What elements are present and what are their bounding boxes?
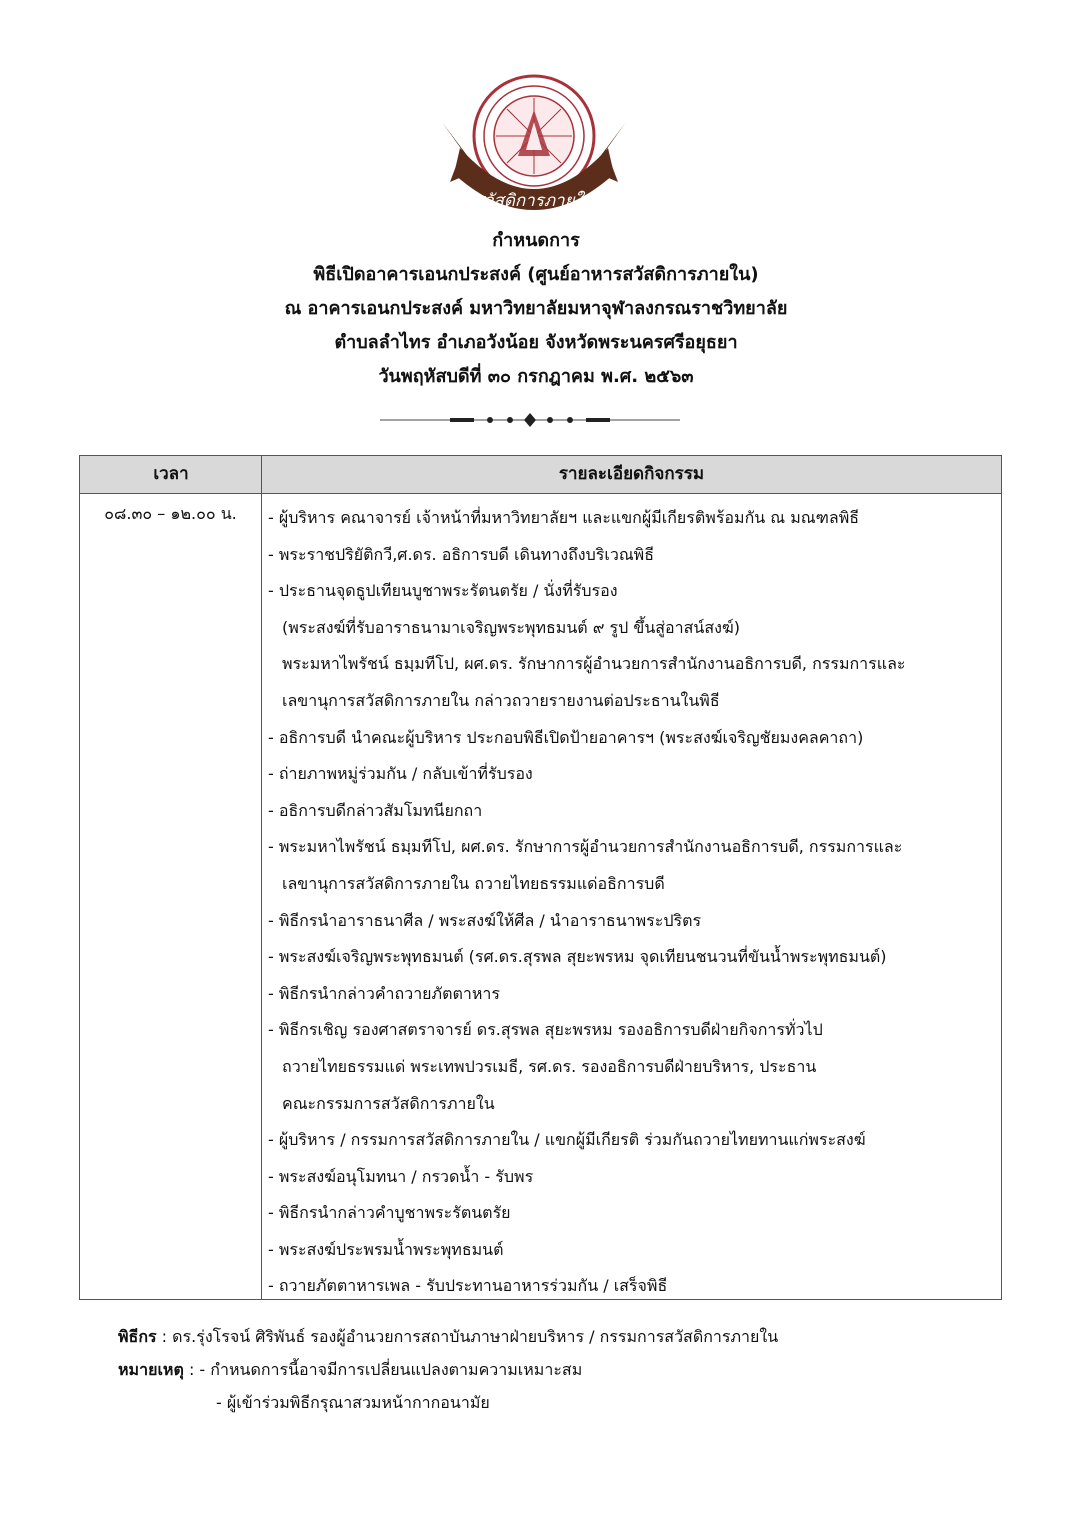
list-item: ถวายไทยธรรมแด่ พระเทพปวรเมธี, รศ.ดร. รองอธิการบดีฝ่ายบริหาร, ประธาน [282,1056,817,1076]
list-item: (พระสงฆ์ที่รับอาราธนามาเจริญพระพุทธมนต์ ๙ รูป ขึ้นสู่อาสน์สงฆ์) [282,617,741,637]
list-item: เลขานุการสวัสดิการภายใน ถวายไทยธรรมแด่อธิการบดี [282,873,665,893]
document-title-block [0,224,1072,394]
university-welfare-seal-icon [438,70,630,220]
list-item: คณะกรรมการสวัสดิการภายใน [282,1093,495,1113]
title-line-5: วันพฤหัสบดีที่ ๓๐ กรกฎาคม พ.ศ. ๒๕๖๓ [378,366,694,387]
activity-list [268,500,996,1305]
header-time: เวลา [153,464,189,484]
ornamental-divider-icon [380,410,680,430]
ribbon-text: สวัสดิการภายใน [473,191,595,211]
list-item: - พระสงฆ์อนุโมทนา / กรวดน้ำ - รับพร [268,1166,534,1186]
note-line [118,1353,778,1386]
list-item: - อธิการบดี นำคณะผู้บริหาร ประกอบพิธีเปิดป้ายอาคารฯ (พระสงฆ์เจริญชัยมงคลคาถา) [268,727,864,747]
footer-notes [118,1320,778,1419]
title-line-2: พิธีเปิดอาคารเอนกประสงค์ (ศูนย์อาหารสวัสดิการภายใน) [313,264,759,285]
note-line-2: - ผู้เข้าร่วมพิธีกรุณาสวมหน้ากากอนามัย [216,1393,490,1412]
note-label: หมายเหตุ [118,1360,184,1379]
list-item: พระมหาไพรัชน์ ธมฺมทีโป, ผศ.ดร. รักษาการผู้อำนวยการสำนักงานอธิการบดี, กรรมการและ [282,654,906,674]
list-item: - พระราชปริยัติกวี,ศ.ดร. อธิการบดี เดินทางถึงบริเวณพิธี [268,544,654,564]
schedule-table [79,455,1002,1300]
title-line-4: ตำบลลำไทร อำเภอวังน้อย จังหวัดพระนครศรีอยุธยา [334,332,738,353]
title-line-1: กำหนดการ [492,230,580,251]
note-text: : - กำหนดการนี้อาจมีการเปลี่ยนแปลงตามความเหมาะสม [183,1360,583,1379]
list-item: - พิธีกรนำอาราธนาศีล / พระสงฆ์ให้ศีล / นำอาราธนาพระปริตร [268,910,702,930]
list-item: - ถ่ายภาพหมู่ร่วมกัน / กลับเข้าที่รับรอง [268,764,533,784]
list-item: - พิธีกรนำกล่าวคำบูชาพระรัตนตรัย [268,1203,511,1223]
list-item: - ผู้บริหาร / กรรมการสวัสดิการภายใน / แขกผู้มีเกียรติ ร่วมกันถวายไทยทานแก่พระสงฆ์ [268,1130,866,1150]
mc-text: : ดร.รุ่งโรจน์ ศิริพันธ์ รองผู้อำนวยการสถาบันภาษาฝ่ายบริหาร / กรรมการสวัสดิการภายใน [156,1327,779,1346]
list-item: - พิธีกรเชิญ รองศาสตราจารย์ ดร.สุรพล สุยะพรหม รองอธิการบดีฝ่ายกิจการทั่วไป [268,1020,823,1040]
list-item: - อธิการบดีกล่าวสัมโมทนียกถา [268,800,483,820]
list-item: - พิธีกรนำกล่าวคำถวายภัตตาหาร [268,983,500,1003]
mc-line [118,1320,778,1353]
list-item: - พระมหาไพรัชน์ ธมฺมทีโป, ผศ.ดร. รักษาการผู้อำนวยการสำนักงานอธิการบดี, กรรมการและ [268,837,903,857]
table-header [80,456,1001,494]
list-item: - พระสงฆ์เจริญพระพุทธมนต์ (รศ.ดร.สุรพล สุยะพรหม จุดเทียนชนวนที่ขันน้ำพระพุทธมนต์) [268,947,887,967]
list-item: - ถวายภัตตาหารเพล - รับประทานอาหารร่วมกัน / เสร็จพิธี [268,1276,668,1296]
time-cell: ๐๘.๓๐ – ๑๒.๐๐ น. [104,504,237,523]
list-item: - พระสงฆ์ประพรมน้ำพระพุทธมนต์ [268,1239,504,1259]
column-divider [261,456,262,1299]
list-item: - ผู้บริหาร คณาจารย์ เจ้าหน้าที่มหาวิทยาลัยฯ และแขกผู้มีเกียรติพร้อมกัน ณ มณฑลพิธี [268,508,860,527]
mc-label: พิธีกร [118,1327,157,1346]
header-detail: รายละเอียดกิจกรรม [558,464,705,484]
list-item: เลขานุการสวัสดิการภายใน กล่าวถวายรายงานต่อประธานในพิธี [282,690,720,710]
list-item: - ประธานจุดธูปเทียนบูชาพระรัตนตรัย / นั่งที่รับรอง [268,581,618,601]
title-line-3: ณ อาคารเอนกประสงค์ มหาวิทยาลัยมหาจุฬาลงกรณราชวิทยาลัย [284,298,788,319]
